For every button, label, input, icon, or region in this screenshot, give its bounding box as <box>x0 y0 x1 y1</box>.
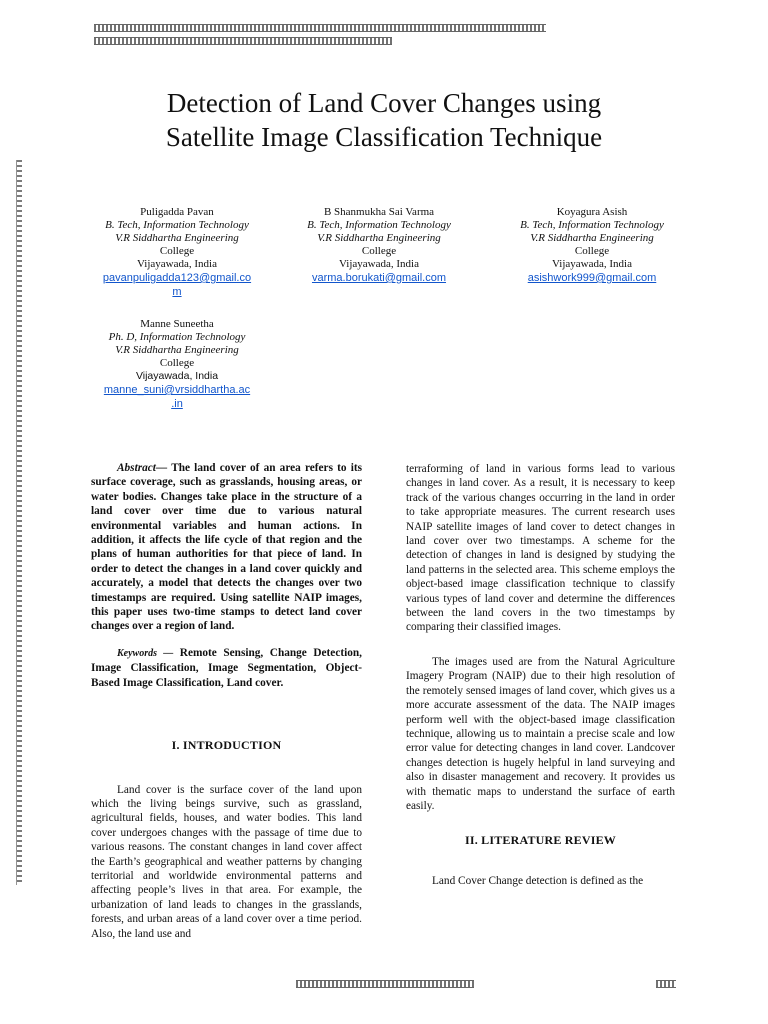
right-column <box>406 462 675 888</box>
author-city: Vijayawada, India <box>135 370 219 382</box>
literature-paragraph: Land Cover Change detection is defined as the <box>432 874 644 887</box>
header-garbled-line-1 <box>94 24 546 32</box>
author-name: Manne Suneetha <box>140 318 214 330</box>
author-affiliation: B. Tech, Information Technology <box>520 219 664 231</box>
author-affiliation: Ph. D, Information Technology <box>108 331 246 343</box>
author-affiliation: V.R Siddhartha Engineering <box>317 232 441 244</box>
author-affiliation: V.R Siddhartha Engineering <box>530 232 654 244</box>
footer-page-garbled <box>656 980 676 988</box>
section-heading-literature-review: II. LITERATURE REVIEW <box>464 833 616 848</box>
author-city: Vijayawada, India <box>137 258 217 270</box>
author-affiliation: V.R Siddhartha Engineering <box>115 232 239 244</box>
header-garbled-line-2 <box>94 37 392 45</box>
author-city: Vijayawada, India <box>339 258 419 270</box>
abstract <box>91 461 362 634</box>
paper-title <box>0 86 768 154</box>
author-block-3 <box>497 206 687 285</box>
author-block-2 <box>284 206 474 285</box>
author-name: B Shanmukha Sai Varma <box>323 206 435 218</box>
title-line-2: Satellite Image Classification Technique <box>165 122 603 152</box>
author-block-4 <box>82 318 272 411</box>
author-affiliation: B. Tech, Information Technology <box>105 219 249 231</box>
author-affiliation: College <box>159 357 195 369</box>
margin-garbled-strip <box>16 160 22 885</box>
keywords-text: Remote Sensing, Change Detection, Image Classification, Image Segmentation, Object-Based Image Classification, Land cover. <box>91 646 362 689</box>
author-affiliation: V.R Siddhartha Engineering <box>115 344 239 356</box>
section-heading-introduction: I. INTRODUCTION <box>171 738 282 753</box>
author-city: Vijayawada, India <box>552 258 632 270</box>
keywords-label: Keywords — <box>117 647 174 659</box>
author-affiliation: B. Tech, Information Technology <box>307 219 451 231</box>
author-affiliation: College <box>361 245 397 257</box>
author-email-link[interactable]: pavanpuligadda123@gmail.co <box>102 272 252 284</box>
left-column <box>91 461 362 941</box>
footer-garbled-line <box>296 980 474 988</box>
author-email-link[interactable]: varma.borukati@gmail.com <box>311 272 447 284</box>
title-line-1: Detection of Land Cover Changes using <box>166 88 602 118</box>
author-email-link[interactable]: .in <box>171 398 183 410</box>
author-block-1 <box>82 206 272 299</box>
right-paragraph-2: The images used are from the Natural Agriculture Imagery Program (NAIP) due to their high resolution of the remotely sensed images of land cover, which gives us a more accurate assessment of the data. The NAIP images perform well with the object-based image classification technique, allowing us to maintain a precise scale and low error value for detecting changes in land cover. Landcover changes detection is hugely helpful in land surveying and also in disaster management and recovery. It provides us with thematic maps to understand the surface of earth easily. <box>406 655 675 812</box>
keywords <box>91 646 362 690</box>
author-name: Puligadda Pavan <box>140 206 214 218</box>
author-affiliation: College <box>159 245 195 257</box>
author-affiliation: College <box>574 245 610 257</box>
introduction-paragraph: Land cover is the surface cover of the land upon which the living beings survive, such as grassland, agricultural fields, houses, and water bodies. This land cover undergoes changes with the passage of time due to various reasons. The constant changes in land cover affect the Earth’s geographical and weather patterns by changing territorial and worldwide environmental patterns and affecting people’s lives in that area. For example, the urbanization of land leads to changes in the grasslands, forests, and urban areas of a land cover over a time period. Also, the land use and <box>91 783 362 940</box>
right-paragraph-1: terraforming of land in various forms lead to various changes in land cover. As a result, it is necessary to keep track of the various changes occurring in the land in order to take appropriate measures. The current research uses NAIP satellite images of land cover to detect changes in land cover over two timestamps. A scheme for the detection of changes in land is designed by studying the land patterns in the selected area. This scheme employs the object-based image classification technique to classify various types of land cover and determine the differences between the land covers in the two timestamps by comparing their classified images. <box>406 463 675 634</box>
author-email-link[interactable]: asishwork999@gmail.com <box>527 272 657 284</box>
author-email-link[interactable]: m <box>172 286 182 298</box>
abstract-label: Abstract— <box>117 462 168 474</box>
abstract-text: The land cover of an area refers to its surface coverage, such as grasslands, housing areas, or water bodies. Changes take place in the structure of a land cover over time due to various natural environmental variables and human actions. In addition, it affects the life cycle of that region and the plans of human authorities for that piece of land. In order to detect the changes in a land cover quickly and accurately, a model that detects the changes over two timestamps are required. Using satellite NAIP images, this paper uses two-time stamps to detect land cover changes over a region of land. <box>91 462 363 633</box>
author-name: Koyagura Asish <box>556 206 628 218</box>
author-email-link[interactable]: manne_suni@vrsiddhartha.ac <box>103 384 251 396</box>
